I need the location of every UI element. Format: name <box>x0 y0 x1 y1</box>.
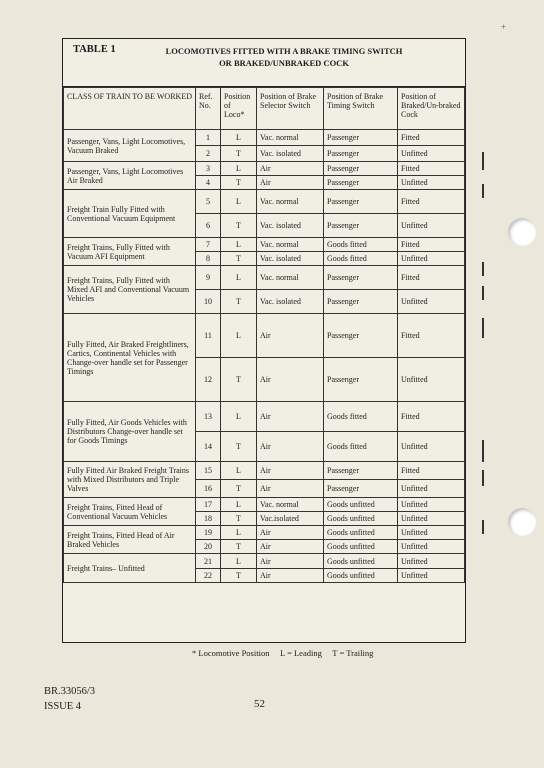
cell-brake-selector: Air <box>257 540 324 554</box>
cell-braked-cock: Unfitted <box>398 526 465 540</box>
table-row <box>64 554 465 569</box>
header-brake-selector-switch: Position of Brake Selector Switch <box>257 88 324 130</box>
table-title-line-1: LOCOMOTIVES FITTED WITH A BRAKE TIMING SWITCH <box>165 46 403 56</box>
cell-position-of-loco: T <box>221 146 257 162</box>
cell-brake-selector: Vac. normal <box>257 238 324 252</box>
cell-braked-cock: Fitted <box>398 238 465 252</box>
cell-brake-timing: Passenger <box>324 266 398 290</box>
cell-braked-cock: Unfitted <box>398 214 465 238</box>
cell-brake-timing: Goods unfitted <box>324 526 398 540</box>
cell-braked-cock: Fitted <box>398 402 465 432</box>
cell-position-of-loco: L <box>221 402 257 432</box>
cell-brake-timing: Passenger <box>324 290 398 314</box>
cell-brake-timing: Goods fitted <box>324 238 398 252</box>
cell-brake-selector: Vac. normal <box>257 130 324 146</box>
cell-braked-cock: Fitted <box>398 462 465 480</box>
cell-brake-timing: Goods unfitted <box>324 554 398 569</box>
table-row <box>64 162 465 176</box>
table-label: TABLE 1 <box>73 44 116 55</box>
table-row <box>64 526 465 540</box>
cell-ref-no: 8 <box>196 252 221 266</box>
cell-position-of-loco: T <box>221 480 257 498</box>
cell-brake-timing: Passenger <box>324 314 398 358</box>
cell-braked-cock: Unfitted <box>398 498 465 512</box>
cell-brake-selector: Air <box>257 358 324 402</box>
cell-position-of-loco: L <box>221 526 257 540</box>
cell-ref-no: 12 <box>196 358 221 402</box>
cell-class-of-train: Freight Trains, Fully Fitted with Mixed AFI and Conventional Vacuum Vehicles <box>64 266 196 314</box>
cell-brake-timing: Passenger <box>324 146 398 162</box>
margin-bar <box>482 318 484 338</box>
table-row <box>64 266 465 290</box>
cell-braked-cock: Unfitted <box>398 252 465 266</box>
cell-position-of-loco: L <box>221 130 257 146</box>
cell-brake-timing: Goods unfitted <box>324 569 398 583</box>
cell-class-of-train: Freight Trains– Unfitted <box>64 554 196 583</box>
cell-ref-no: 15 <box>196 462 221 480</box>
cell-brake-selector: Vac. isolated <box>257 214 324 238</box>
cell-braked-cock: Unfitted <box>398 554 465 569</box>
margin-bar <box>482 152 484 170</box>
table-row <box>64 402 465 432</box>
cell-brake-selector: Air <box>257 402 324 432</box>
cell-brake-timing: Passenger <box>324 214 398 238</box>
cell-braked-cock: Unfitted <box>398 540 465 554</box>
cell-ref-no: 17 <box>196 498 221 512</box>
cell-class-of-train: Freight Trains, Fitted Head of Conventional Vacuum Vehicles <box>64 498 196 526</box>
cell-brake-selector: Air <box>257 176 324 190</box>
cell-brake-timing: Passenger <box>324 358 398 402</box>
cell-ref-no: 2 <box>196 146 221 162</box>
table-row <box>64 462 465 480</box>
cell-ref-no: 11 <box>196 314 221 358</box>
data-table <box>63 87 465 583</box>
footnote: * Locomotive Position L = Leading T = Trailing <box>192 648 374 658</box>
table-row <box>64 314 465 358</box>
margin-bar <box>482 520 484 534</box>
cell-class-of-train: Passenger, Vans, Light Locomotives Air Braked <box>64 162 196 190</box>
cell-brake-timing: Passenger <box>324 480 398 498</box>
cell-brake-selector: Air <box>257 462 324 480</box>
cell-braked-cock: Unfitted <box>398 176 465 190</box>
page-corner-mark: + <box>500 22 506 32</box>
cell-position-of-loco: L <box>221 554 257 569</box>
punch-hole-top <box>508 218 536 246</box>
cell-ref-no: 5 <box>196 190 221 214</box>
cell-brake-timing: Goods fitted <box>324 432 398 462</box>
cell-ref-no: 18 <box>196 512 221 526</box>
cell-ref-no: 20 <box>196 540 221 554</box>
cell-brake-selector: Vac. normal <box>257 190 324 214</box>
cell-brake-selector: Air <box>257 432 324 462</box>
cell-ref-no: 14 <box>196 432 221 462</box>
cell-brake-selector: Air <box>257 162 324 176</box>
cell-ref-no: 6 <box>196 214 221 238</box>
cell-class-of-train: Freight Train Fully Fitted with Conventional Vacuum Equipment <box>64 190 196 238</box>
cell-brake-selector: Air <box>257 526 324 540</box>
document-reference <box>44 684 95 714</box>
cell-braked-cock: Unfitted <box>398 480 465 498</box>
cell-braked-cock: Unfitted <box>398 569 465 583</box>
cell-brake-selector: Vac. normal <box>257 498 324 512</box>
cell-brake-timing: Passenger <box>324 190 398 214</box>
header-row <box>64 88 465 130</box>
cell-ref-no: 16 <box>196 480 221 498</box>
cell-braked-cock: Unfitted <box>398 146 465 162</box>
cell-position-of-loco: T <box>221 432 257 462</box>
header-ref-no: Ref. No. <box>196 88 221 130</box>
cell-position-of-loco: L <box>221 162 257 176</box>
cell-class-of-train: Fully Fitted, Air Braked Freightliners, Cartics, Continental Vehicles with Change-over handle set for Passenger Timings <box>64 314 196 402</box>
table-title-line-2: OR BRAKED/UNBRAKED COCK <box>219 58 349 68</box>
cell-position-of-loco: L <box>221 462 257 480</box>
cell-braked-cock: Unfitted <box>398 290 465 314</box>
cell-brake-selector: Vac. isolated <box>257 290 324 314</box>
table-row <box>64 238 465 252</box>
cell-brake-selector: Vac. normal <box>257 266 324 290</box>
margin-bar <box>482 470 484 486</box>
cell-ref-no: 3 <box>196 162 221 176</box>
margin-bar <box>482 184 484 198</box>
cell-brake-timing: Goods unfitted <box>324 540 398 554</box>
cell-brake-selector: Vac.isolated <box>257 512 324 526</box>
margin-bar <box>482 286 484 300</box>
cell-position-of-loco: L <box>221 314 257 358</box>
cell-ref-no: 7 <box>196 238 221 252</box>
cell-brake-timing: Goods unfitted <box>324 498 398 512</box>
cell-ref-no: 1 <box>196 130 221 146</box>
cell-braked-cock: Unfitted <box>398 358 465 402</box>
cell-brake-selector: Air <box>257 569 324 583</box>
cell-position-of-loco: L <box>221 238 257 252</box>
cell-position-of-loco: T <box>221 569 257 583</box>
cell-class-of-train: Fully Fitted Air Braked Freight Trains with Mixed Distributors and Triple Valves <box>64 462 196 498</box>
margin-bar <box>482 440 484 462</box>
cell-brake-timing: Goods fitted <box>324 402 398 432</box>
cell-braked-cock: Fitted <box>398 162 465 176</box>
header-braked-unbraked-cock: Position of Braked/Un-braked Cock <box>398 88 465 130</box>
cell-class-of-train: Freight Trains, Fully Fitted with Vacuum AFI Equipment <box>64 238 196 266</box>
header-class-of-train: CLASS OF TRAIN TO BE WORKED <box>64 88 196 130</box>
cell-brake-timing: Passenger <box>324 162 398 176</box>
table-row <box>64 130 465 146</box>
table-title <box>63 45 465 69</box>
cell-position-of-loco: T <box>221 512 257 526</box>
cell-brake-selector: Air <box>257 480 324 498</box>
cell-braked-cock: Fitted <box>398 314 465 358</box>
cell-position-of-loco: T <box>221 252 257 266</box>
cell-ref-no: 22 <box>196 569 221 583</box>
cell-position-of-loco: L <box>221 266 257 290</box>
issue-number: ISSUE 4 <box>44 701 82 712</box>
cell-ref-no: 9 <box>196 266 221 290</box>
cell-class-of-train: Passenger, Vans, Light Locomotives, Vacuum Braked <box>64 130 196 162</box>
cell-position-of-loco: T <box>221 176 257 190</box>
cell-brake-timing: Passenger <box>324 176 398 190</box>
cell-position-of-loco: T <box>221 290 257 314</box>
cell-ref-no: 4 <box>196 176 221 190</box>
cell-brake-selector: Air <box>257 314 324 358</box>
cell-brake-selector: Vac. isolated <box>257 252 324 266</box>
punch-hole-bottom <box>508 508 536 536</box>
cell-class-of-train: Freight Trains, Fitted Head of Air Braked Vehicles <box>64 526 196 554</box>
cell-brake-timing: Passenger <box>324 130 398 146</box>
cell-ref-no: 13 <box>196 402 221 432</box>
cell-position-of-loco: T <box>221 358 257 402</box>
brake-timing-table <box>62 38 466 643</box>
page-number: 52 <box>254 698 265 710</box>
cell-brake-selector: Vac. isolated <box>257 146 324 162</box>
table-row <box>64 190 465 214</box>
cell-braked-cock: Fitted <box>398 130 465 146</box>
cell-braked-cock: Unfitted <box>398 512 465 526</box>
header-brake-timing-switch: Position of Brake Timing Switch <box>324 88 398 130</box>
cell-brake-timing: Passenger <box>324 462 398 480</box>
cell-ref-no: 21 <box>196 554 221 569</box>
table-title-block <box>63 39 465 87</box>
cell-ref-no: 19 <box>196 526 221 540</box>
cell-braked-cock: Fitted <box>398 190 465 214</box>
cell-class-of-train: Fully Fitted, Air Goods Vehicles with Distributors Change-over handle set for Goods Timings <box>64 402 196 462</box>
cell-brake-timing: Goods unfitted <box>324 512 398 526</box>
table-row <box>64 498 465 512</box>
cell-ref-no: 10 <box>196 290 221 314</box>
cell-braked-cock: Fitted <box>398 266 465 290</box>
header-position-of-loco: Position of Loco* <box>221 88 257 130</box>
margin-bar <box>482 262 484 276</box>
cell-position-of-loco: T <box>221 540 257 554</box>
doc-ref-number: BR.33056/3 <box>44 686 96 697</box>
cell-brake-timing: Goods fitted <box>324 252 398 266</box>
cell-position-of-loco: L <box>221 190 257 214</box>
cell-position-of-loco: L <box>221 498 257 512</box>
cell-braked-cock: Unfitted <box>398 432 465 462</box>
cell-brake-selector: Air <box>257 554 324 569</box>
cell-position-of-loco: T <box>221 214 257 238</box>
